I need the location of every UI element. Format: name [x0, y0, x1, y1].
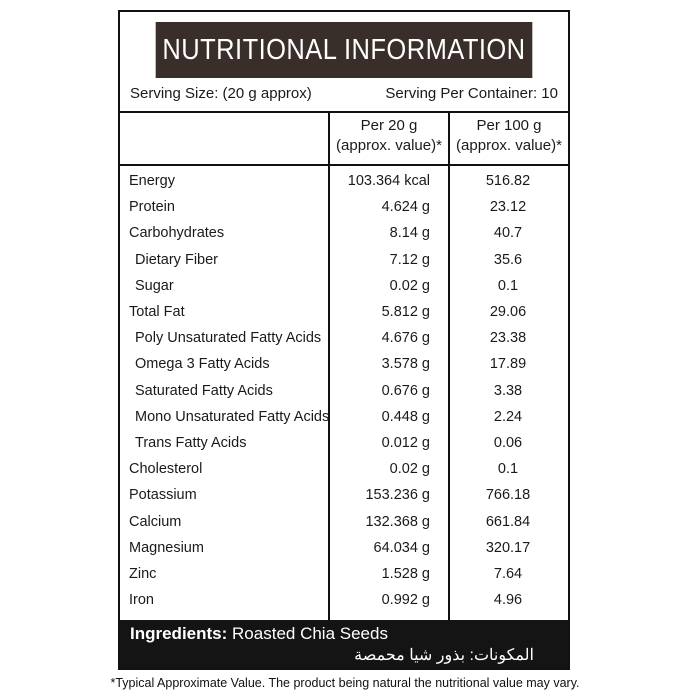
divider	[120, 111, 568, 113]
table-row	[120, 326, 568, 352]
nutrient-name: Dietary Fiber	[135, 251, 218, 268]
table-row	[120, 536, 568, 562]
table-row	[120, 457, 568, 483]
column-header-per-20g: Per 20 g (approx. value)*	[336, 117, 442, 154]
nutrient-name: Mono Unsaturated Fatty Acids	[135, 408, 330, 425]
serving-size: Serving Size: (20 g approx)	[130, 85, 312, 102]
label-title: NUTRITIONAL INFORMATION	[156, 22, 533, 78]
nutrient-name: Iron	[129, 592, 154, 609]
ingredients-text: Roasted Chia Seeds	[232, 624, 388, 643]
ingredients-label: Ingredients:	[130, 624, 228, 643]
value-per-100g: 0.1	[497, 461, 519, 478]
table-row	[120, 562, 568, 588]
nutrient-name: Energy	[129, 173, 175, 189]
value-per-20g: 5.812 g	[381, 304, 430, 320]
nutrient-name: Carbohydrates	[129, 225, 225, 242]
value-per-20g: 4.624 g	[381, 199, 430, 216]
value-per-20g: 3.578 g	[381, 356, 430, 373]
nutrient-name: Poly Unsaturated Fatty Acids	[135, 330, 322, 347]
ingredients-english	[130, 624, 388, 644]
value-per-20g: 103.364 kcal	[347, 173, 430, 189]
value-per-20g: 64.034 g	[373, 539, 430, 556]
value-per-100g: 40.7	[493, 225, 523, 242]
value-per-20g: 153.236 g	[365, 487, 430, 504]
value-per-20g: 0.02 g	[389, 461, 430, 478]
table-row	[120, 379, 568, 405]
value-per-100g: 661.84	[485, 513, 531, 530]
ingredients-arabic: المكونات: بذور شيا محمصة	[354, 647, 534, 664]
nutrient-name: Calcium	[129, 513, 182, 530]
nutrient-name: Sugar	[135, 277, 174, 294]
table-row	[120, 274, 568, 300]
value-per-20g: 4.676 g	[381, 330, 430, 347]
value-per-100g: 17.89	[489, 356, 527, 373]
table-row	[120, 483, 568, 509]
value-per-100g: 516.82	[485, 173, 531, 189]
value-per-20g: 0.02 g	[389, 277, 430, 294]
value-per-100g: 29.06	[489, 304, 527, 320]
value-per-20g: 0.448 g	[381, 408, 430, 425]
table-row	[120, 221, 568, 247]
nutrient-name: Omega 3 Fatty Acids	[135, 356, 270, 373]
table-row	[120, 405, 568, 431]
nutrient-name: Total Fat	[129, 304, 185, 320]
table-row	[120, 510, 568, 536]
table-row	[120, 431, 568, 457]
column-header-per-100g: Per 100 g (approx. value)*	[456, 117, 562, 154]
value-per-100g: 766.18	[485, 487, 531, 504]
nutrient-name: Zinc	[129, 566, 157, 582]
value-per-100g: 35.6	[493, 251, 523, 268]
value-per-20g: 132.368 g	[365, 513, 430, 530]
nutrient-name: Trans Fatty Acids	[135, 435, 247, 451]
value-per-100g: 7.64	[493, 566, 523, 582]
serving-info	[120, 85, 568, 109]
value-per-100g: 23.12	[489, 199, 527, 216]
nutrient-name: Protein	[129, 199, 175, 216]
nutrient-name: Saturated Fatty Acids	[135, 382, 273, 399]
value-per-100g: 2.24	[493, 408, 523, 425]
nutrient-name: Cholesterol	[129, 461, 203, 478]
value-per-100g: 4.96	[493, 592, 523, 609]
table-row	[120, 248, 568, 274]
value-per-20g: 0.676 g	[381, 382, 430, 399]
value-per-100g: 23.38	[489, 330, 527, 347]
table-row	[120, 195, 568, 221]
value-per-100g: 0.1	[497, 277, 519, 294]
nutrient-name: Potassium	[129, 487, 197, 504]
servings-per-container: Serving Per Container: 10	[385, 85, 558, 102]
table-row	[120, 352, 568, 378]
value-per-100g: 3.38	[493, 382, 523, 399]
nutrition-label	[118, 10, 570, 670]
value-per-20g: 1.528 g	[381, 566, 430, 582]
value-per-100g: 0.06	[493, 435, 523, 451]
table-row	[120, 588, 568, 614]
value-per-20g: 0.012 g	[381, 435, 430, 451]
table-row	[120, 300, 568, 326]
value-per-20g: 0.992 g	[381, 592, 430, 609]
nutrient-name: Magnesium	[129, 539, 204, 556]
value-per-20g: 7.12 g	[389, 251, 430, 268]
value-per-100g: 320.17	[485, 539, 531, 556]
value-per-20g: 8.14 g	[389, 225, 430, 242]
footnote: *Typical Approximate Value. The product being natural the nutritional value may vary.	[110, 676, 580, 690]
table-row	[120, 169, 568, 195]
divider	[120, 164, 568, 166]
ingredients-panel	[120, 620, 568, 668]
